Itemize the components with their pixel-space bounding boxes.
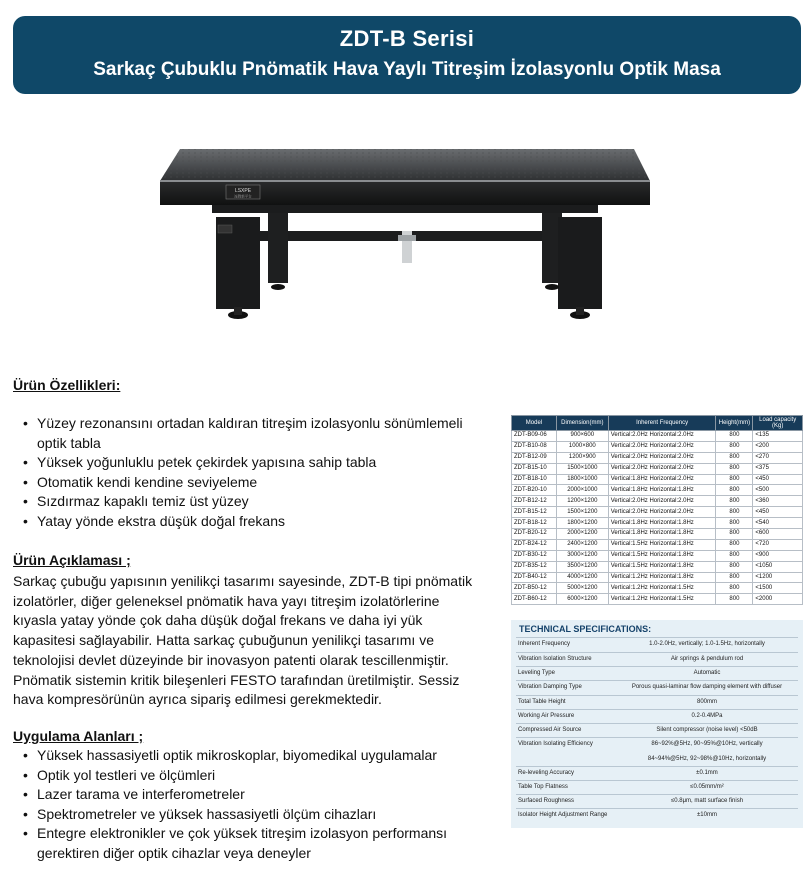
list-item: • Lazer tarama ve interferometreler bbox=[13, 785, 493, 805]
table-cell: 2000×1000 bbox=[556, 485, 608, 496]
table-cell: ZDT-B15-10 bbox=[512, 463, 557, 474]
spec-value: 86~92%@5Hz, 90~95%@10Hz, vertically bbox=[651, 741, 763, 747]
spec-divider bbox=[516, 637, 798, 638]
list-item: • Sızdırmaz kapaklı temiz üst yüzey bbox=[13, 492, 493, 512]
brand-logo-sub: 连胜新平台 bbox=[234, 194, 252, 199]
table-cell: Vertical:2.0Hz Horizontal:2.0Hz bbox=[608, 452, 716, 463]
spec-label: Working Air Pressure bbox=[518, 713, 575, 719]
table-cell: Vertical:1.2Hz Horizontal:1.5Hz bbox=[608, 594, 716, 605]
table-cell: 800 bbox=[716, 463, 753, 474]
table-cell: 800 bbox=[716, 507, 753, 518]
model-spec-table bbox=[511, 415, 803, 605]
spec-value: ±0.1mm bbox=[696, 770, 718, 776]
table-cell: <1050 bbox=[753, 561, 803, 572]
spec-value: Automatic bbox=[693, 670, 721, 676]
table-cell: ZDT-B12-09 bbox=[512, 452, 557, 463]
spec-label: Compressed Air Source bbox=[518, 727, 582, 733]
features-heading: Ürün Özellikleri: bbox=[13, 377, 121, 393]
table-row bbox=[512, 474, 803, 485]
table-cell: 800 bbox=[716, 561, 753, 572]
table-cell: 800 bbox=[716, 431, 753, 442]
spec-value: ≤0.05mm/m² bbox=[690, 784, 724, 790]
table-cell: Vertical:1.8Hz Horizontal:1.8Hz bbox=[608, 529, 716, 540]
table-cell: Vertical:2.0Hz Horizontal:2.0Hz bbox=[608, 463, 716, 474]
table-cell: 2000×1200 bbox=[556, 529, 608, 540]
table-cell: Vertical:2.0Hz Horizontal:2.0Hz bbox=[608, 431, 716, 442]
spec-divider bbox=[516, 652, 798, 653]
table-cell: 3500×1200 bbox=[556, 561, 608, 572]
table-cell: 1800×1000 bbox=[556, 474, 608, 485]
list-item: • Entegre elektronikler ve çok yüksek titreşim izolasyon performansı bbox=[13, 824, 493, 844]
table-row bbox=[512, 507, 803, 518]
list-item: • Yüksek hassasiyetli optik mikroskoplar, biyomedikal uygulamalar bbox=[13, 746, 493, 766]
table-cell: 800 bbox=[716, 496, 753, 507]
spec-divider bbox=[516, 780, 798, 781]
table-cell: 800 bbox=[716, 572, 753, 583]
table-cell: 800 bbox=[716, 452, 753, 463]
table-cell: ZDT-B18-12 bbox=[512, 518, 557, 529]
spec-value: 84~94%@5Hz, 92~98%@10Hz, horizontally bbox=[647, 756, 767, 762]
table-row bbox=[512, 550, 803, 561]
spec-divider bbox=[516, 737, 798, 738]
spec-divider bbox=[516, 680, 798, 681]
description-line: kapasitesi sağlayabilir. Hatta sarkaç çubuğunun yenilikçi tasarımı ve bbox=[13, 632, 434, 649]
table-row bbox=[512, 485, 803, 496]
table-header-row bbox=[512, 416, 803, 431]
table-row bbox=[512, 463, 803, 474]
list-item: • Yüksek yoğunluklu petek çekirdek yapısına sahip tabla bbox=[13, 453, 493, 473]
spec-label: Isolator Height Adjustment Range bbox=[518, 812, 608, 818]
table-cell: ZDT-B10-08 bbox=[512, 441, 557, 452]
table-cell: 2400×1200 bbox=[556, 539, 608, 550]
table-cell: ZDT-B12-12 bbox=[512, 496, 557, 507]
table-row bbox=[512, 441, 803, 452]
spec-label: Total Table Height bbox=[518, 699, 566, 705]
table-cell: ZDT-B18-10 bbox=[512, 474, 557, 485]
spec-value: ±10mm bbox=[697, 812, 717, 818]
spec-label: Vibration Isolating Efficiency bbox=[518, 741, 593, 747]
spec-label: Vibration Damping Type bbox=[518, 684, 582, 690]
table-cell: <900 bbox=[753, 550, 803, 561]
table-cell: <1200 bbox=[753, 572, 803, 583]
table-cell: 1500×1200 bbox=[556, 507, 608, 518]
spec-divider bbox=[516, 808, 798, 809]
spec-divider bbox=[516, 666, 798, 667]
table-cell: 800 bbox=[716, 539, 753, 550]
description-line: teknolojisi devlet düzeyinde bir inovasyon patenti olarak tescillenmiştir. bbox=[13, 651, 449, 668]
table-cell: 800 bbox=[716, 594, 753, 605]
spec-divider bbox=[516, 709, 798, 710]
table-cell: ZDT-B20-10 bbox=[512, 485, 557, 496]
brand-logo: LSXPE bbox=[234, 188, 252, 194]
table-cell: 800 bbox=[716, 529, 753, 540]
series-title: ZDT-B Serisi bbox=[339, 26, 475, 51]
spec-value: 0.2-0.4MPa bbox=[691, 713, 723, 719]
table-cell: 4000×1200 bbox=[556, 572, 608, 583]
description-line: izolatörler, diğer geleneksel pnömatik hava yayı titreşim izolatörlerine bbox=[13, 592, 440, 609]
table-cell: <135 bbox=[753, 431, 803, 442]
table-cell: Vertical:1.5Hz Horizontal:1.8Hz bbox=[608, 550, 716, 561]
table-cell: <200 bbox=[753, 441, 803, 452]
table-cell: <600 bbox=[753, 529, 803, 540]
spec-value: Air springs & pendulum rod bbox=[670, 656, 744, 662]
table-cell: 800 bbox=[716, 583, 753, 594]
features-list bbox=[13, 414, 493, 531]
list-item: gerektiren diğer optik cihazlar veya deneyler bbox=[37, 844, 311, 861]
table-cell: Vertical:2.0Hz Horizontal:2.0Hz bbox=[608, 496, 716, 507]
table-cell: <270 bbox=[753, 452, 803, 463]
table-cell: 6000×1200 bbox=[556, 594, 608, 605]
spec-label: Table Top Flatness bbox=[518, 784, 568, 790]
spec-divider bbox=[516, 766, 798, 767]
table-cell: 800 bbox=[716, 485, 753, 496]
table-row bbox=[512, 529, 803, 540]
table-cell: Vertical:1.8Hz Horizontal:1.8Hz bbox=[608, 518, 716, 529]
table-cell: 900×600 bbox=[556, 431, 608, 442]
spec-divider bbox=[516, 695, 798, 696]
table-cell: ZDT-B60-12 bbox=[512, 594, 557, 605]
table-cell: Vertical:2.0Hz Horizontal:2.0Hz bbox=[608, 441, 716, 452]
table-row bbox=[512, 539, 803, 550]
table-cell: Vertical:1.2Hz Horizontal:1.8Hz bbox=[608, 572, 716, 583]
table-row bbox=[512, 496, 803, 507]
optical-table-image bbox=[150, 135, 660, 335]
table-cell: <360 bbox=[753, 496, 803, 507]
spec-value: Silent compressor (noise level) <50dB bbox=[656, 727, 758, 733]
table-cell: 800 bbox=[716, 474, 753, 485]
spec-divider bbox=[516, 794, 798, 795]
description-heading: Ürün Açıklaması ; bbox=[13, 552, 131, 568]
spec-label: Leveling Type bbox=[518, 670, 555, 676]
table-cell: <500 bbox=[753, 485, 803, 496]
table-cell: ZDT-B50-12 bbox=[512, 583, 557, 594]
spec-label: Inherent Frequency bbox=[518, 641, 571, 647]
col-header: Inherent Frequency bbox=[608, 416, 716, 431]
spec-value: 1.0-2.0Hz, vertically; 1.0-1.5Hz, horizontally bbox=[649, 641, 765, 647]
tech-specs-title: TECHNICAL SPECIFICATIONS: bbox=[519, 624, 652, 634]
description-line: hava kompresörünün ayrıca sipariş edilmesi gerekmektedir. bbox=[13, 691, 382, 708]
col-header: Load capacity (Kg) bbox=[753, 416, 803, 431]
table-cell: 1800×1200 bbox=[556, 518, 608, 529]
table-row bbox=[512, 594, 803, 605]
spec-value: Porous quasi-laminar flow damping element with diffuser bbox=[631, 684, 783, 690]
table-cell: 800 bbox=[716, 518, 753, 529]
list-item: • Yüzey rezonansını ortadan kaldıran titreşim izolasyonlu sönümlemeli bbox=[13, 414, 493, 434]
spec-value: ≤0.8μm, matt surface finish bbox=[670, 798, 744, 804]
list-item: • Spektrometreler ve yüksek hassasiyetli ölçüm cihazları bbox=[13, 805, 493, 825]
table-cell: 1200×900 bbox=[556, 452, 608, 463]
table-cell: <375 bbox=[753, 463, 803, 474]
table-cell: <450 bbox=[753, 474, 803, 485]
applications-list bbox=[13, 746, 493, 863]
table-row bbox=[512, 561, 803, 572]
list-item: optik tabla bbox=[37, 434, 101, 451]
table-cell: 1500×1000 bbox=[556, 463, 608, 474]
title-banner bbox=[13, 16, 801, 94]
table-cell: 800 bbox=[716, 441, 753, 452]
table-cell: ZDT-B40-12 bbox=[512, 572, 557, 583]
table-cell: 5000×1200 bbox=[556, 583, 608, 594]
spec-label: Vibration Isolation Structure bbox=[518, 656, 592, 662]
table-row bbox=[512, 583, 803, 594]
spec-label: Surfaced Roughness bbox=[518, 798, 575, 804]
list-item: • Optik yol testleri ve ölçümleri bbox=[13, 766, 493, 786]
table-cell: ZDT-B24-12 bbox=[512, 539, 557, 550]
spec-label: Re-leveling Accuracy bbox=[518, 770, 575, 776]
table-cell: Vertical:1.5Hz Horizontal:1.8Hz bbox=[608, 539, 716, 550]
table-cell: <720 bbox=[753, 539, 803, 550]
table-cell: 800 bbox=[716, 550, 753, 561]
table-row bbox=[512, 518, 803, 529]
table-cell: ZDT-B30-12 bbox=[512, 550, 557, 561]
table-row bbox=[512, 431, 803, 442]
description-line: kıyasla yatay yönde çok daha düşük doğal frekans ve daha iyi yük bbox=[13, 612, 423, 629]
table-cell: Vertical:1.8Hz Horizontal:2.0Hz bbox=[608, 474, 716, 485]
list-item: • Yatay yönde ekstra düşük doğal frekans bbox=[13, 512, 493, 532]
product-subtitle: Sarkaç Çubuklu Pnömatik Hava Yaylı Titreşim İzolasyonlu Optik Masa bbox=[93, 59, 721, 80]
spec-value: 800mm bbox=[696, 699, 717, 705]
table-cell: 3000×1200 bbox=[556, 550, 608, 561]
description-paragraph bbox=[13, 572, 493, 710]
table-cell: ZDT-B35-12 bbox=[512, 561, 557, 572]
technical-specifications bbox=[511, 620, 803, 828]
table-cell: Vertical:1.2Hz Horizontal:1.5Hz bbox=[608, 583, 716, 594]
table-row bbox=[512, 572, 803, 583]
description-line: Pnömatik sistemin kritik bileşenleri FESTO tarafından üretilmiştir. Sessiz bbox=[13, 671, 460, 688]
table-cell: Vertical:1.8Hz Horizontal:1.8Hz bbox=[608, 485, 716, 496]
table-cell: ZDT-B09-06 bbox=[512, 431, 557, 442]
table-cell: <1500 bbox=[753, 583, 803, 594]
col-header: Dimension(mm) bbox=[556, 416, 608, 431]
col-header: Model bbox=[512, 416, 557, 431]
col-header: Height(mm) bbox=[716, 416, 753, 431]
table-cell: Vertical:1.5Hz Horizontal:1.8Hz bbox=[608, 561, 716, 572]
description-line: Sarkaç çubuğu yapısının yenilikçi tasarımı sayesinde, ZDT-B tipi pnömatik bbox=[13, 573, 473, 589]
table-cell: <540 bbox=[753, 518, 803, 529]
table-cell: ZDT-B15-12 bbox=[512, 507, 557, 518]
table-cell: 1000×800 bbox=[556, 441, 608, 452]
table-row bbox=[512, 452, 803, 463]
applications-heading: Uygulama Alanları ; bbox=[13, 728, 144, 744]
list-item: • Otomatik kendi kendine seviyeleme bbox=[13, 473, 493, 493]
spec-divider bbox=[516, 723, 798, 724]
table-cell: ZDT-B20-12 bbox=[512, 529, 557, 540]
table-cell: <450 bbox=[753, 507, 803, 518]
table-cell: Vertical:2.0Hz Horizontal:2.0Hz bbox=[608, 507, 716, 518]
table-cell: 1200×1200 bbox=[556, 496, 608, 507]
table-cell: <2000 bbox=[753, 594, 803, 605]
